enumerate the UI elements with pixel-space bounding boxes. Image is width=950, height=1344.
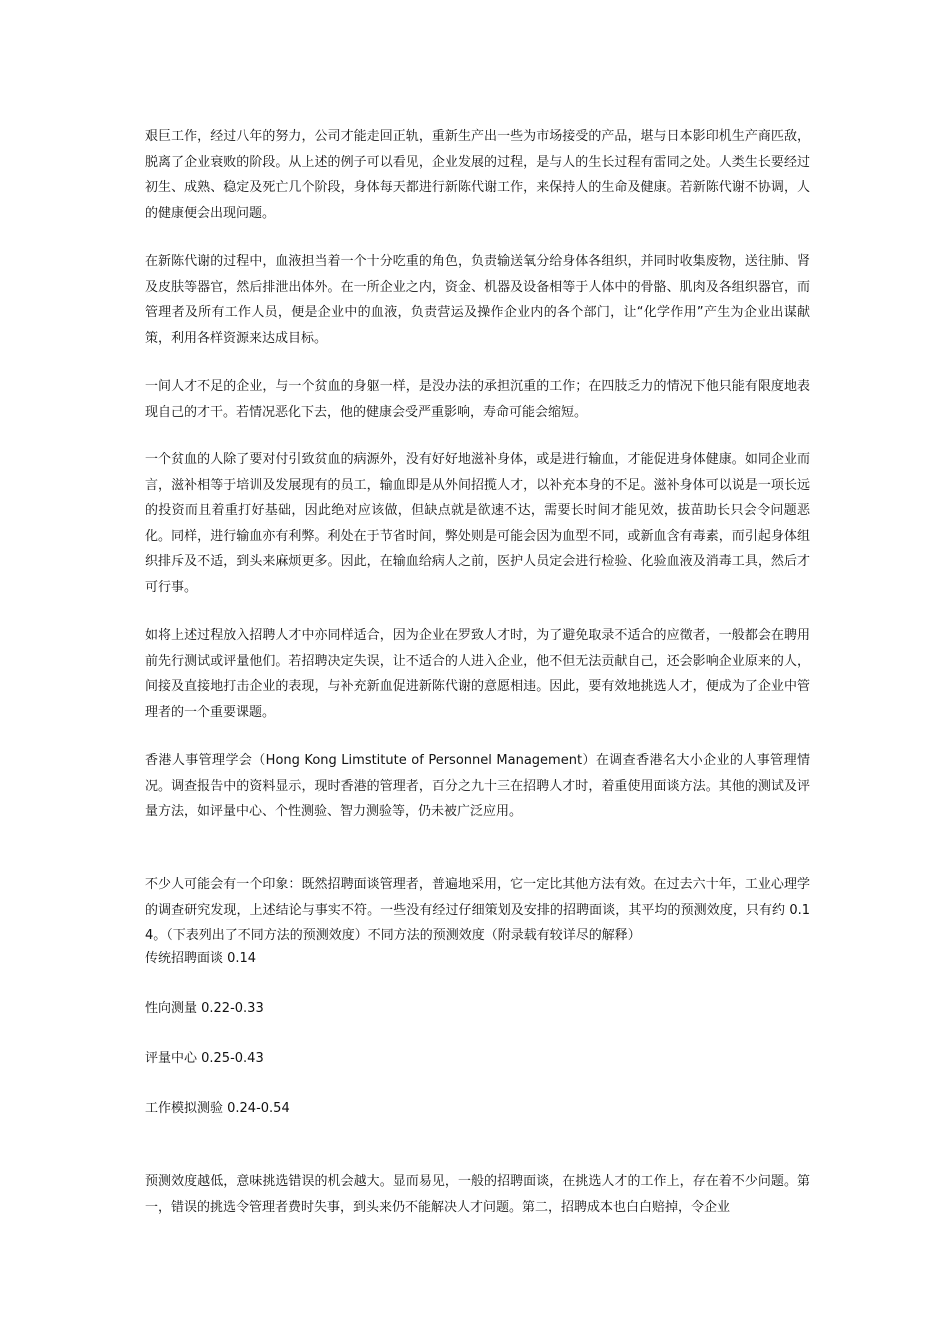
- validity-item-work-simulation: 工作模拟测验 0.24-0.54: [145, 1101, 290, 1116]
- paragraph-nourish-transfusion: 一个贫血的人除了要对付引致贫血的病源外，没有好好地滋补身体，或是进行输血，才能促进身体健康。如同企业而言，滋补相等于培训及发展现有的员工，输血即是从外间招揽人才，以补充本身的不足。滋补身体可以说是一项长远的投资而且着重打好基础，因此绝对应该做，但缺点就是欲速不达，需要长时间才能见效，拔苗助长只会令问题恶化。同样，进行输血亦有利弊。利处在于节省时间，弊处则是可能会因为血型不同，或新血含有毒素，而引起身体组织排斥及不适，到头来麻烦更多。因此，在输血给病人之前，医护人员定会进行检验、化验血液及消毒工具，然后才可行事。: [145, 452, 810, 595]
- paragraph-blood-role: 在新陈代谢的过程中，血液担当着一个十分吃重的角色，负责输送氧分给身体各组织，并同时收集废物，送往肺、肾及皮肤等器官，然后排泄出体外。在一所企业之内，资金、机器及设备相等于人体中的骨骼、肌肉及各组织器官，而管理者及所有工作人员，便是企业中的血液，负责营运及操作企业内的各个部门，让“化学作用”产生为企业出谋献策，利用各样资源来达成目标。: [145, 254, 810, 346]
- validity-item-assessment-center: 评量中心 0.25-0.43: [145, 1051, 264, 1066]
- paragraph-low-validity: 预测效度越低，意味挑选错误的机会越大。显而易见，一般的招聘面谈，在挑选人才的工作上，存在着不少问题。第一，错误的挑选令管理者费时失事，到头来仍不能解决人才问题。第二，招聘成本也白白赔掉，令企业: [145, 1174, 810, 1215]
- validity-item-interview: 传统招聘面谈 0.14: [145, 951, 257, 966]
- paragraph-hkipm-survey: 香港人事管理学会（Hong Kong Limstitute of Personnel Management）在调查香港名大小企业的人事管理情况。调查报告中的资料显示，现时香港的管理者，百分之九十三在招聘人才时，着重使用面谈方法。其他的测试及评量方法，如评量中心、个性测验、智力测验等，仍未被广泛应用。: [145, 753, 810, 819]
- validity-item-aptitude: 性向测量 0.22-0.33: [145, 1001, 264, 1016]
- paragraph-growth-analogy: 艰巨工作，经过八年的努力，公司才能走回正轨，重新生产出一些为市场接受的产品，堪与日本影印机生产商匹敌，脱离了企业衰败的阶段。从上述的例子可以看见，企业发展的过程，是与人的生长过程有雷同之处。人类生长要经过初生、成熟、稳定及死亡几个阶段，身体每天都进行新陈代谢工作，来保持人的生命及健康。若新陈代谢不协调，人的健康便会出现问题。: [145, 129, 810, 221]
- paragraph-validity-intro: 不少人可能会有一个印象：既然招聘面谈管理者，普遍地采用，它一定比其他方法有效。在过去六十年，工业心理学的调查研究发现，上述结论与事实不符。一些没有经过仔细策划及安排的招聘面谈，其平均的预测效度，只有约 0.14。（下表列出了不同方法的预测效度）不同方法的预测效度（附录载有较详尽的解释）: [145, 877, 810, 943]
- paragraph-anemic-enterprise: 一间人才不足的企业，与一个贫血的身躯一样，是没办法的承担沉重的工作；在四肢乏力的情况下他只能有限度地表现自己的才干。若情况恶化下去，他的健康会受严重影响，寿命可能会缩短。: [145, 379, 810, 420]
- paragraph-recruitment-process: 如将上述过程放入招聘人才中亦同样适合，因为企业在罗致人才时，为了避免取录不适合的应徵者，一般都会在聘用前先行测试或评量他们。若招聘决定失误，让不适合的人进入企业，他不但无法贡献自己，还会影响企业原来的人，间接及直接地打击企业的表现，与补充新血促进新陈代谢的意愿相违。因此，要有效地挑选人才，便成为了企业中管理者的一个重要课题。: [145, 628, 810, 720]
